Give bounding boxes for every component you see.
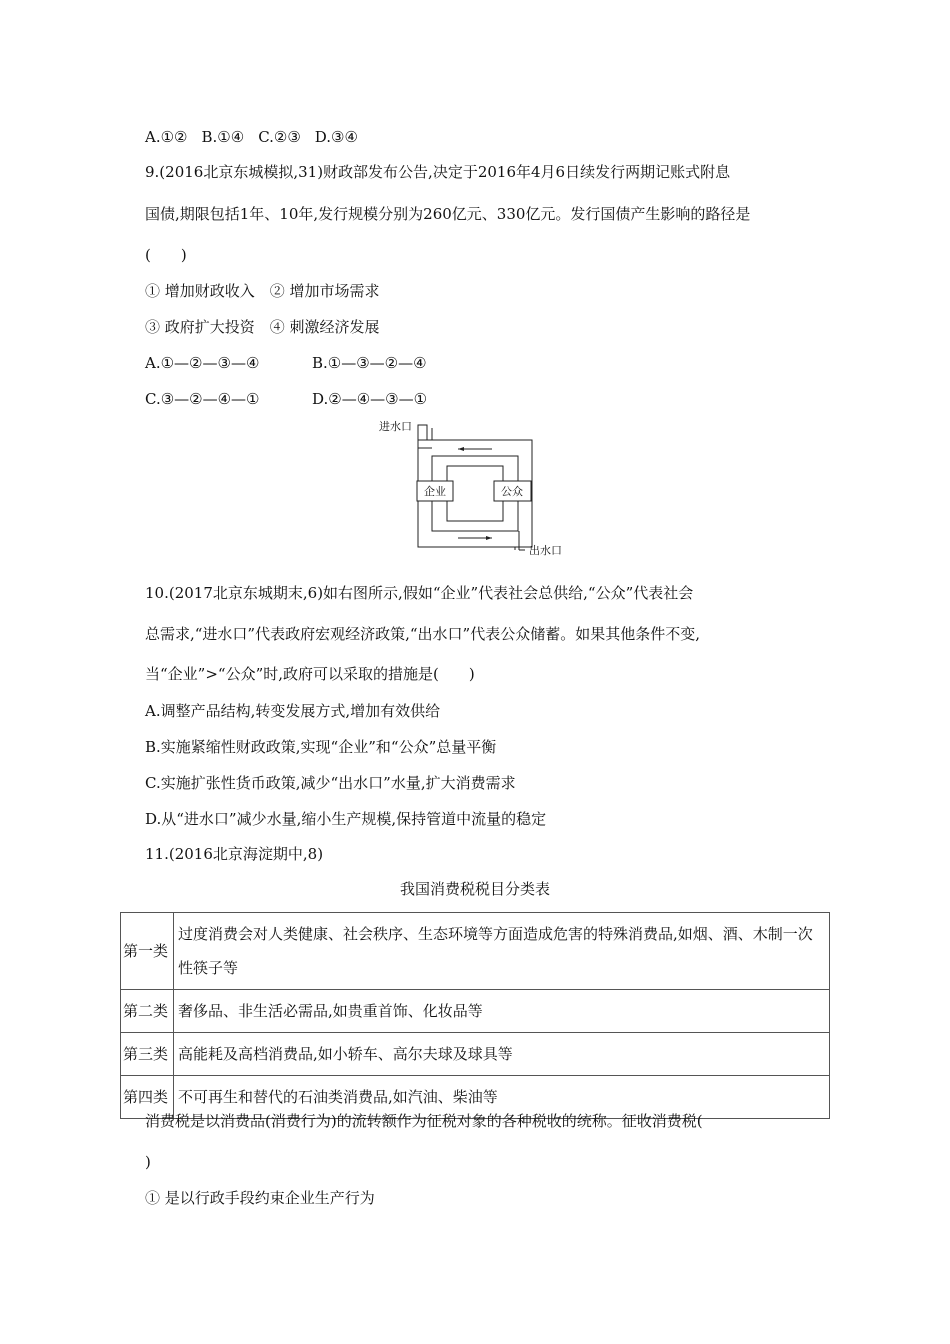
- q11-item-1: ① 是以行政手段约束企业生产行为: [145, 1189, 375, 1207]
- table-title: 我国消费税税目分类表: [399, 880, 550, 898]
- q9-option-a: A.①—②—③—④: [145, 354, 260, 372]
- q11-header: 11.(2016北京海淀期中,8): [145, 845, 324, 863]
- q8-options: [145, 126, 358, 148]
- pipe-flow-diagram: [375, 418, 585, 560]
- table-cell-description: 奢侈品、非生活必需品,如贵重首饰、化妆品等: [174, 990, 830, 1033]
- table-cell-category: 第二类: [121, 990, 174, 1033]
- public-label: 公众: [501, 485, 523, 498]
- q11-stem-line2: ): [145, 1153, 151, 1171]
- q10-option-a: A.调整产品结构,转变发展方式,增加有效供给: [145, 702, 441, 720]
- q10-option-b: B.实施紧缩性财政政策,实现“企业”和“公众”总量平衡: [145, 738, 497, 756]
- q8-option-b: B.①④: [201, 128, 245, 146]
- q8-option-c: C.②③: [258, 128, 301, 146]
- consumption-tax-table: [120, 912, 830, 1119]
- q10-option-c: C.实施扩张性货币政策,减少“出水口”水量,扩大消费需求: [145, 774, 516, 792]
- q9-option-b: B.①—③—②—④: [312, 354, 427, 372]
- enterprise-label: 企业: [424, 485, 446, 498]
- table-cell-description: 高能耗及高档消费品,如小轿车、高尔夫球及球具等: [174, 1033, 830, 1076]
- q9-option-c: C.③—②—④—①: [145, 390, 260, 408]
- table-cell-description: 过度消费会对人类健康、社会秩序、生态环境等方面造成危害的特殊消费品,如烟、酒、木制一次性筷子等: [174, 913, 830, 990]
- q9-answer-paren: ( ): [145, 246, 187, 264]
- table-row: [121, 913, 830, 990]
- q10-stem-line2: 总需求,“进水口”代表政府宏观经济政策,“出水口”代表公众储蓄。如果其他条件不变,: [145, 625, 700, 643]
- table-cell-description: 不可再生和替代的石油类消费品,如汽油、柴油等: [174, 1076, 830, 1119]
- q9-option-d: D.②—④—③—①: [312, 390, 428, 408]
- q10-option-d: D.从“进水口”减少水量,缩小生产规模,保持管道中流量的稳定: [145, 810, 547, 828]
- table-row: [121, 990, 830, 1033]
- inlet-label: 进水口: [379, 420, 412, 433]
- table-cell-category: 第四类: [121, 1076, 174, 1119]
- table-cell-category: 第三类: [121, 1033, 174, 1076]
- table-row: [121, 1033, 830, 1076]
- q8-option-a: A.①②: [145, 128, 188, 146]
- q9-stem-line2: 国债,期限包括1年、10年,发行规模分别为260亿元、330亿元。发行国债产生影响的路径是: [145, 205, 751, 223]
- q9-stem-line1: 9.(2016北京东城模拟,31)财政部发布公告,决定于2016年4月6日续发行两期记账式附息: [145, 163, 731, 181]
- q9-items-row2: ③ 政府扩大投资 ④ 刺激经济发展: [145, 318, 380, 336]
- q10-stem-line1: 10.(2017北京东城期末,6)如右图所示,假如“企业”代表社会总供给,“公众”代表社会: [145, 584, 694, 602]
- q8-option-d: D.③④: [314, 128, 358, 146]
- outlet-label: 出水口: [529, 544, 562, 557]
- table-cell-category: 第一类: [121, 913, 174, 990]
- q9-items-row1: ① 增加财政收入 ② 增加市场需求: [145, 282, 380, 300]
- q11-stem-line1: 消费税是以消费品(消费行为)的流转额作为征税对象的各种税收的统称。征收消费税(: [145, 1112, 703, 1130]
- q10-stem-line3: 当“企业”>“公众”时,政府可以采取的措施是( ): [145, 665, 475, 683]
